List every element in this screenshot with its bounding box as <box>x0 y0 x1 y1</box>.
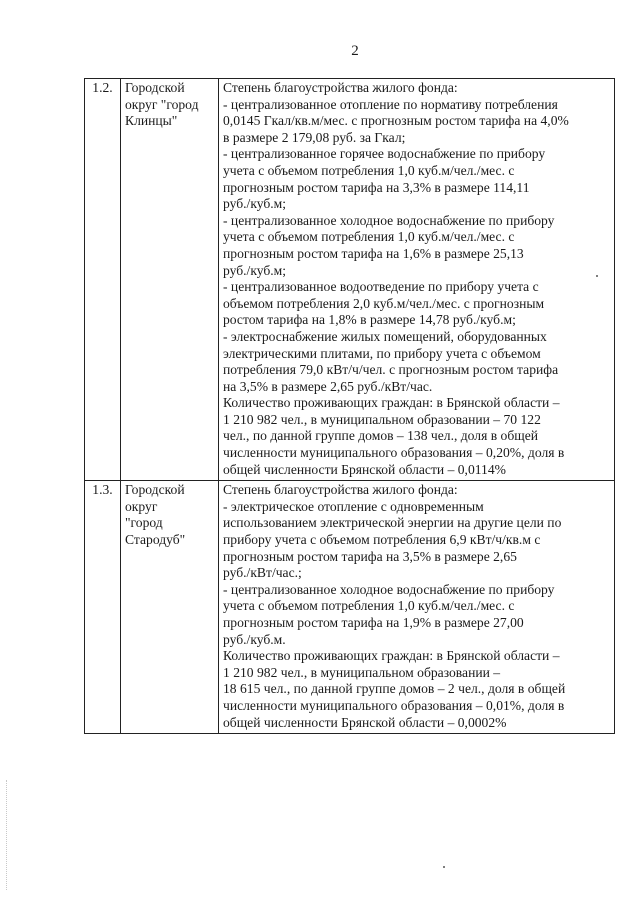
description-line: руб./куб.м. <box>223 631 286 647</box>
description-line: Степень благоустройства жилого фонда: <box>223 80 458 95</box>
table-row <box>85 79 615 481</box>
municipality-name-line: округ "город <box>125 96 199 112</box>
tariff-table <box>84 78 615 734</box>
description-line: ростом тарифа на 1,8% в размере 14,78 руб./куб.м; <box>223 312 516 328</box>
description-line: - электроснабжение жилых помещений, оборудованных <box>223 328 547 344</box>
scan-margin-marks <box>6 780 13 890</box>
row-number: 1.2. <box>85 79 121 481</box>
description-line: руб./куб.м; <box>223 196 287 212</box>
description-line: на 3,5% в размере 2,65 руб./кВт/час. <box>223 378 433 394</box>
housing-description <box>219 79 615 481</box>
description-line: учета с объемом потребления 1,0 куб.м/чел./мес. с <box>223 598 515 614</box>
row-number: 1.3. <box>85 481 121 734</box>
page-number: 2 <box>351 43 359 59</box>
description-line: 18 615 чел., по данной группе домов – 2 чел., доля в общей <box>223 681 566 697</box>
municipality-name <box>121 79 219 481</box>
description-line: объемом потребления 2,0 куб.м/чел./мес. с прогнозным <box>223 295 545 311</box>
description-line: общей численности Брянской области – 0,0002% <box>223 714 507 730</box>
description-line: учета с объемом потребления 1,0 куб.м/чел./мес. с <box>223 162 515 178</box>
description-line: - централизованное водоотведение по прибору учета с <box>223 279 539 295</box>
scan-speck <box>443 866 445 868</box>
description-line: чел., по данной группе домов – 138 чел., доля в общей <box>223 428 539 444</box>
description-line: прогнозным ростом тарифа на 3,5% в размере 2,65 <box>223 548 517 564</box>
table-row <box>85 481 615 734</box>
description-line: руб./кВт/час.; <box>223 565 302 581</box>
description-line: прогнозным ростом тарифа на 3,3% в размере 114,11 <box>223 179 530 195</box>
description-line: общей численности Брянской области – 0,0114% <box>223 461 506 477</box>
municipality-name-line: Стародуб" <box>125 532 186 548</box>
tariff-table-body <box>85 79 615 734</box>
description-line: использованием электрической энергии на другие цели по <box>223 515 562 531</box>
municipality-name-line: Городской <box>125 80 185 95</box>
description-line: численности муниципального образования – 0,20%, доля в <box>223 445 565 461</box>
description-line: - централизованное горячее водоснабжение по прибору <box>223 146 546 162</box>
description-line: учета с объемом потребления 1,0 куб.м/чел./мес. с <box>223 229 515 245</box>
description-line: руб./куб.м; <box>223 262 287 278</box>
scan-speck <box>596 275 598 277</box>
description-line: прогнозным ростом тарифа на 1,6% в размере 25,13 <box>223 245 524 261</box>
housing-description <box>219 481 615 734</box>
municipality-name-line: округ <box>125 498 158 514</box>
municipality-name <box>121 481 219 734</box>
description-line: 1 210 982 чел., в муниципальном образовании – 70 122 <box>223 411 541 427</box>
description-line: - электрическое отопление с одновременным <box>223 498 484 514</box>
description-line: - централизованное холодное водоснабжение по прибору <box>223 212 555 228</box>
description-line: Количество проживающих граждан: в Брянской области – <box>223 395 560 411</box>
description-line: потребления 79,0 кВт/ч/чел. с прогнозным ростом тарифа <box>223 362 559 378</box>
description-line: численности муниципального образования – 0,01%, доля в <box>223 697 565 713</box>
description-line: 1 210 982 чел., в муниципальном образовании – <box>223 664 501 680</box>
description-line: в размере 2 179,08 руб. за Гкал; <box>223 129 406 145</box>
municipality-name-line: "город <box>125 515 163 531</box>
description-line: Степень благоустройства жилого фонда: <box>223 482 458 498</box>
description-line: электрическими плитами, по прибору учета с объемом <box>223 345 541 361</box>
description-line: - централизованное холодное водоснабжение по прибору <box>223 581 555 597</box>
municipality-name-line: Клинцы" <box>125 113 178 129</box>
description-line: - централизованное отопление по нормативу потребления <box>223 96 558 112</box>
description-line: 0,0145 Гкал/кв.м/мес. с прогнозным ростом тарифа на 4,0% <box>223 113 569 129</box>
municipality-name-line: Городской <box>125 482 185 498</box>
description-line: прогнозным ростом тарифа на 1,9% в размере 27,00 <box>223 615 524 630</box>
description-line: прибору учета с объемом потребления 6,9 кВт/ч/кв.м с <box>223 532 541 548</box>
description-line: Количество проживающих граждан: в Брянской области – <box>223 648 560 664</box>
